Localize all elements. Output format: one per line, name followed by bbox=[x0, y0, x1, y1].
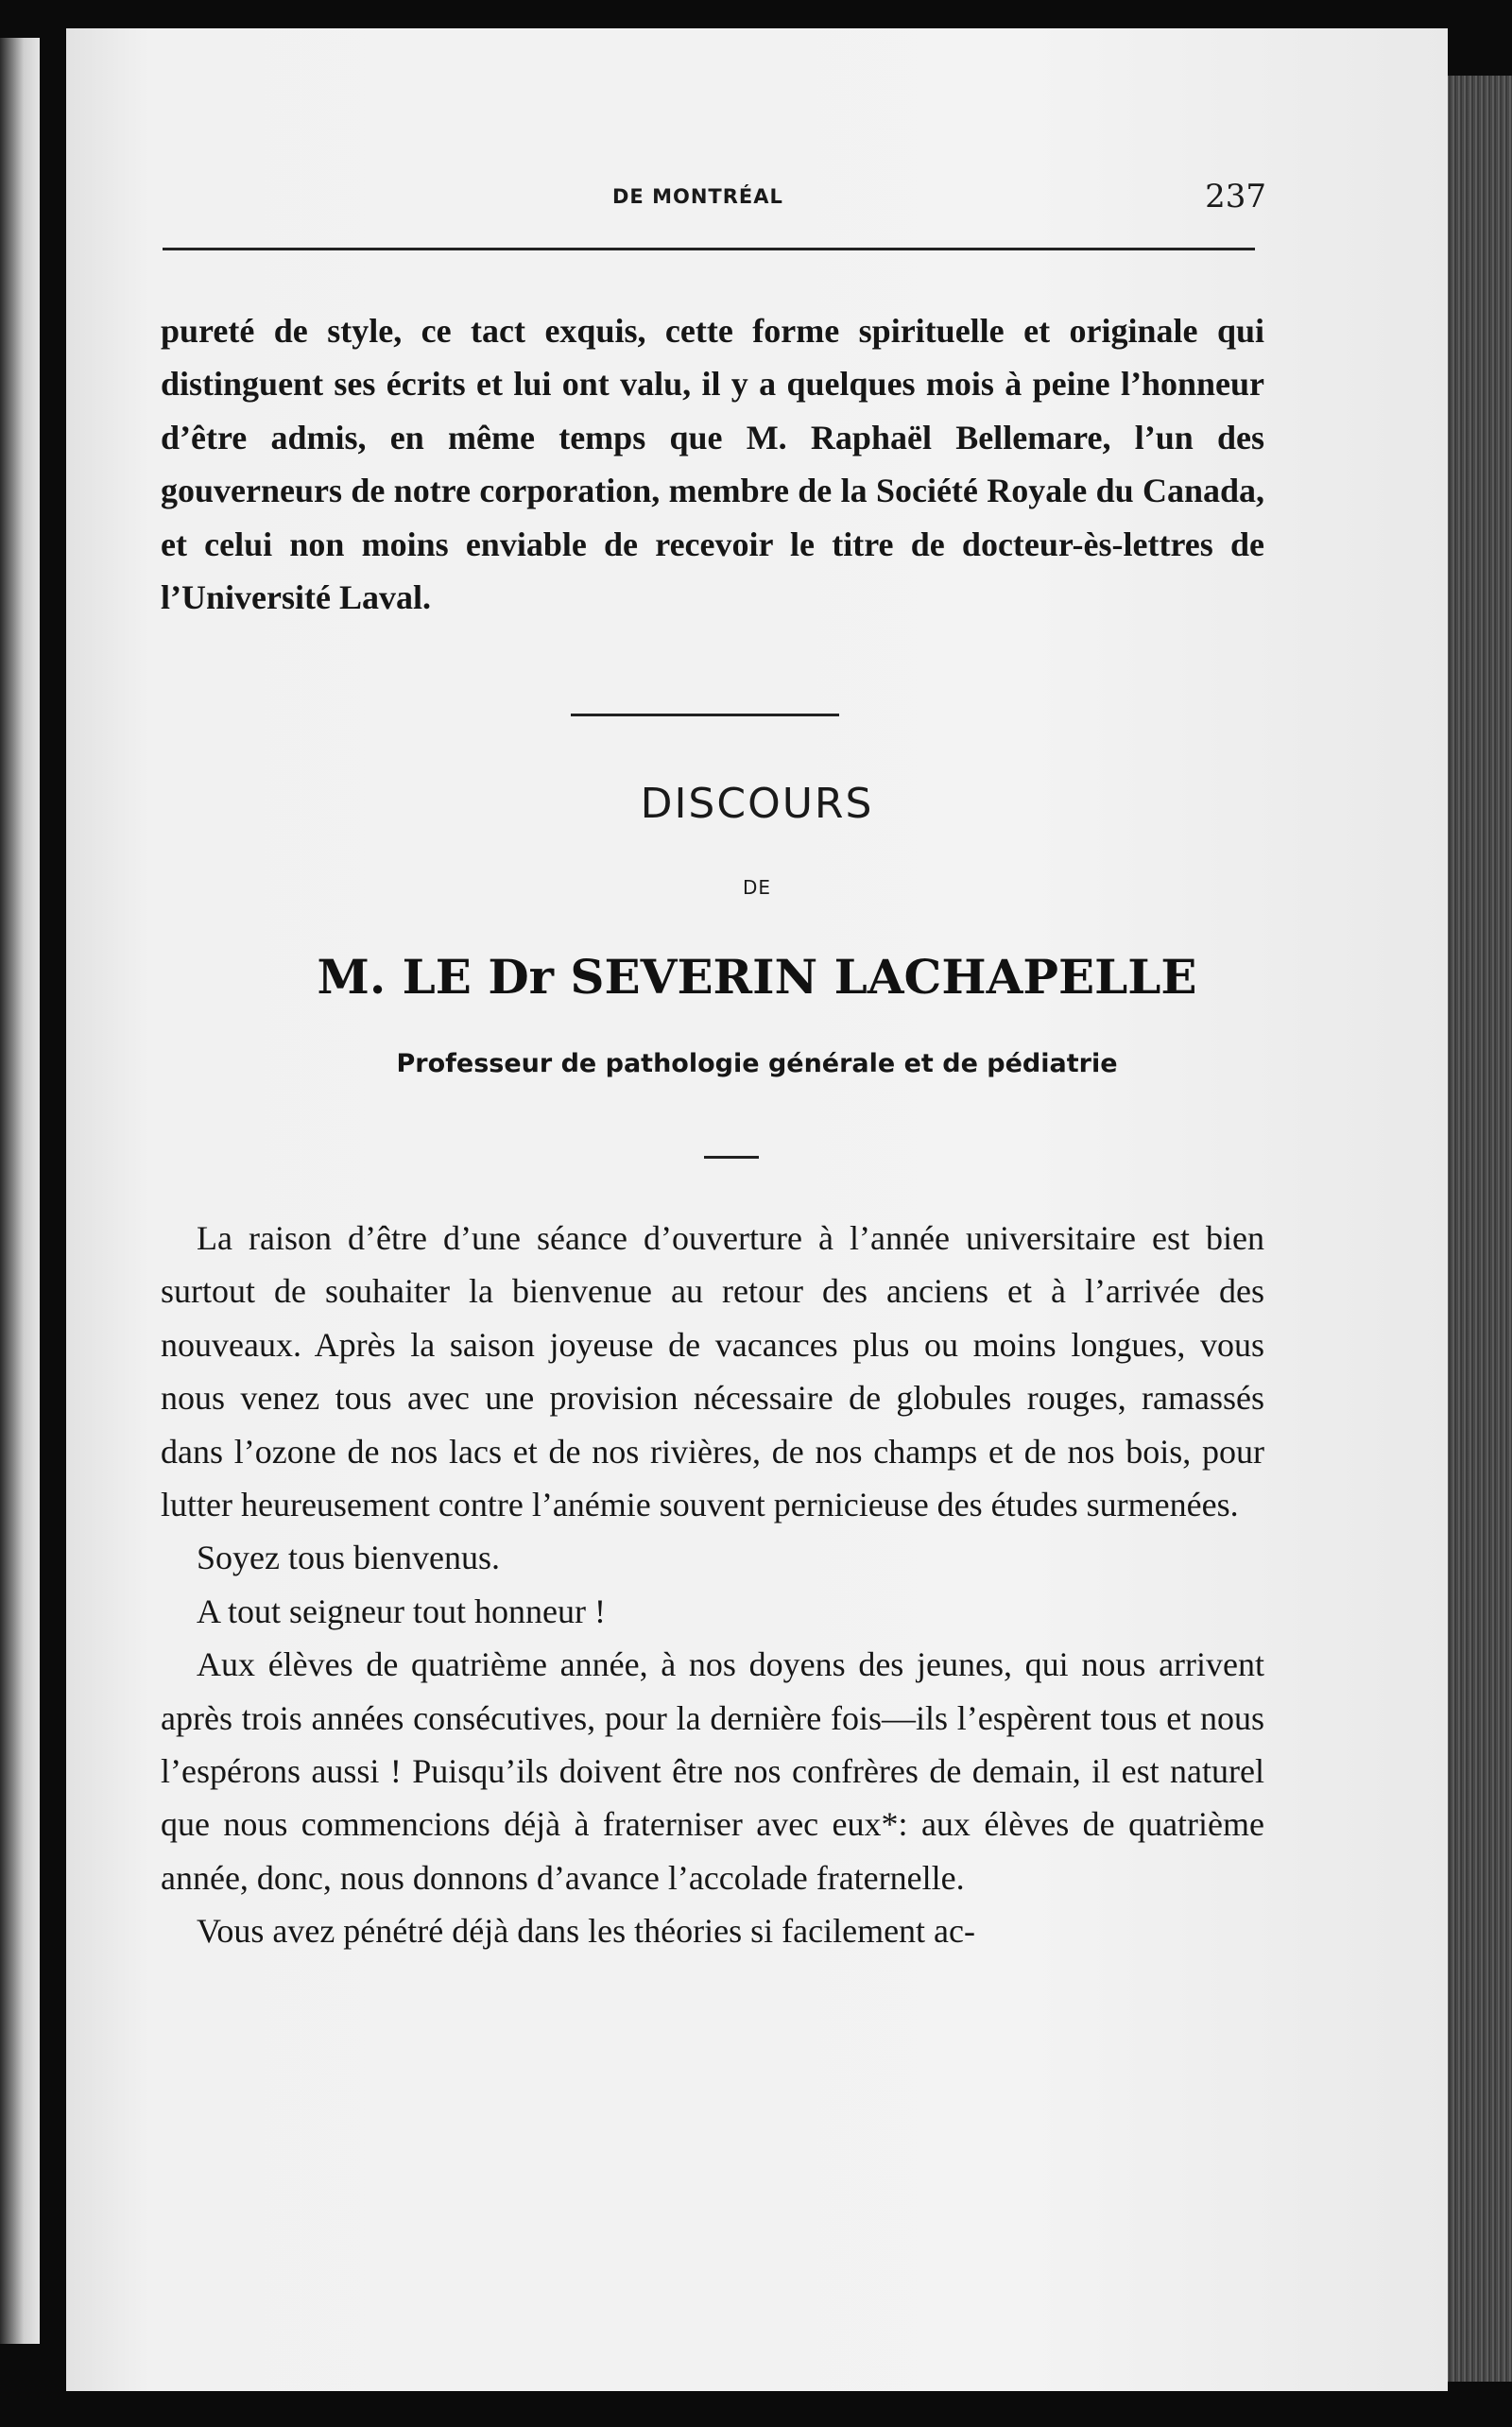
facing-page-edge bbox=[0, 38, 40, 2344]
speech-paragraph-3: A tout seigneur tout honneur ! bbox=[197, 1592, 606, 1630]
speech-paragraph-5: Vous avez pénétré déjà dans les théories si facilement ac- bbox=[197, 1912, 975, 1951]
title-divider bbox=[704, 1156, 759, 1159]
speaker-name: M. LE Dr SEVERIN LACHAPELLE bbox=[317, 949, 1197, 1005]
discours-heading: DISCOURS bbox=[640, 780, 874, 828]
speech-body bbox=[161, 1212, 1264, 1958]
discours-de: DE bbox=[742, 876, 772, 899]
page-header bbox=[161, 178, 1266, 225]
speech-paragraph-4: Aux élèves de quatrième année, à nos doyens des jeunes, qui nous arrivent après trois années consécutives, pour la dernière fois—ils l’espèrent tous et nous l’espérons aussi ! Puisqu’ils doivent être nos confrères de demain, il est naturel que nous commencions déjà à fraterniser avec eux*: aux élèves de quatrième année, donc, nous donnons d’avance l’accolade fraternelle. bbox=[161, 1645, 1264, 1897]
speech-paragraph-1: La raison d’être d’une séance d’ouverture à l’année universitaire est bien surtout de souhaiter la bienvenue au retour des anciens et à l’arrivée des nouveaux. Après la saison joyeuse de vacances plus ou moins longues, vous nous venez tous avec une provision nécessaire de globules rouges, ramassés dans l’ozone de nos lacs et de nos rivières, de nos champs et de nos bois, pour lutter heureusement contre l’anémie souvent pernicieuse des études surmenées. bbox=[161, 1219, 1264, 1524]
intro-paragraph-block bbox=[161, 304, 1264, 624]
running-head: DE MONTRÉAL bbox=[612, 185, 783, 208]
header-rule bbox=[163, 248, 1255, 250]
speaker-title: Professeur de pathologie générale et de pédiatrie bbox=[396, 1049, 1118, 1078]
section-divider bbox=[571, 714, 839, 716]
intro-paragraph: pureté de style, ce tact exquis, cette forme spirituelle et originale qui distinguent ses écrits et lui ont valu, il y a quelques mois à peine l’honneur d’être admis, en même temps que M. Raphaël Bellemare, l’un des gouverneurs de notre corporation, membre de la Société Royale du Canada, et celui non moins enviable de recevoir le titre de docteur-ès-lettres de l’Université Laval. bbox=[161, 312, 1264, 617]
page-number: 237 bbox=[1205, 178, 1266, 215]
speech-paragraph-2: Soyez tous bienvenus. bbox=[197, 1539, 500, 1577]
